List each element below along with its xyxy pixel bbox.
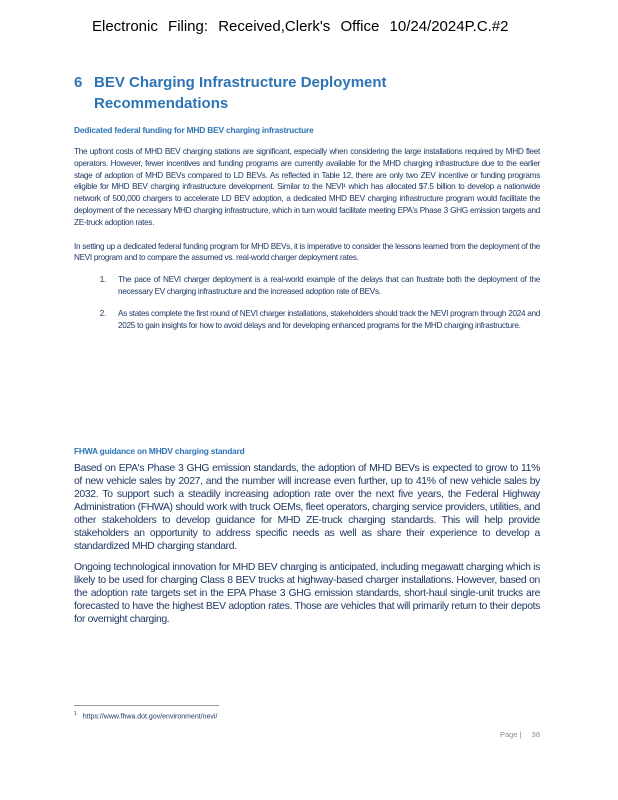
footnote-marker: 1: [74, 711, 77, 717]
paragraph-upfront-costs: The upfront costs of MHD BEV charging stations are significant, especially when considering the large installations required by MHD fleet operators. However, fewer incentives and funding programs are currently available for the MHD charging infrastructure due to the earlier stage of adoption of MHD BEVs compared to LD BEVs. As reflected in Table 12, there are only two ZEV incentive or funding programs eligible for MHD BEV charging infrastructure development. Similar to the NEVI¹ which has allocated $7.5 billion to develop a nationwide network of 500,000 chargers to accelerate LD BEV adoption, a dedicated MHD BEV charging infrastructure program would facilitate the deployment of the necessary MHD charging infrastructure, which in turn would facilitate meeting EPA's Phase 3 GHG emission targets and ZE-truck adoption rates.: [74, 147, 540, 227]
section-title: [74, 72, 387, 114]
recommendations-list: [74, 274, 540, 331]
page-footer: [500, 730, 540, 739]
paragraph-lessons-learned: In setting up a dedicated federal funding program for MHD BEVs, it is imperative to consider the lessons learned from the deployment of the NEVI program and to compare the assumed vs. real-world charger deployment rates.: [74, 241, 540, 263]
section-title-line1: BEV Charging Infrastructure Deployment: [94, 74, 387, 91]
list-item: 2. As states complete the first round of NEVI charger installations, stakeholders should track the NEVI program through 2024 and 2025 to gain insights for how to avoid delays and for developing enhanced programs for the MHD charging infrastructure.: [108, 308, 540, 332]
footnote: [74, 711, 217, 720]
page-number: 38: [531, 730, 540, 739]
section-number: 6: [74, 74, 83, 91]
filing-stamp: Electronic Filing: Received,Clerk's Office 10/24/2024P.C.#2: [92, 18, 509, 35]
page-label: Page |: [500, 730, 522, 739]
subheading-fhwa-guidance: FHWA guidance on MHDV charging standard: [74, 446, 245, 456]
subheading-federal-funding: Dedicated federal funding for MHD BEV charging infrastructure: [74, 125, 314, 135]
paragraph-epa-phase3: Based on EPA's Phase 3 GHG emission standards, the adoption of MHD BEVs is expected to grow to 11% of new vehicle sales by 2027, and the number will increase even further, up to 41% of new vehicle sales by 2032. To support such a steadily increasing adoption rate over the next five years, the Federal Highway Administration (FHWA) should work with truck OEMs, fleet operators, charging service providers, utilities, and other stakeholders to develop guidance for MHD ZE-truck charging standards. This will help provide stakeholders an opportunity to address specific needs as well as share their experience to develop a standardized MHD charging standard.: [74, 463, 540, 552]
list-item: 1. The pace of NEVI charger deployment is a real-world example of the delays that can frustrate both the deployment of the necessary EV charging infrastructure and the increased adoption rate of BEVs.: [108, 274, 540, 298]
federal-funding-section: [74, 125, 540, 341]
fhwa-guidance-section: [74, 446, 540, 626]
footnote-link[interactable]: https://www.fhwa.dot.gov/environment/nevi/: [82, 713, 218, 721]
footnote-divider: [74, 705, 219, 706]
paragraph-technological-innovation: Ongoing technological innovation for MHD BEV charging is anticipated, including megawatt charging which is likely to be used for charging Class 8 BEV trucks at highway-based charger installations. However, based on the adoption rate targets set in the EPA Phase 3 GHG emission standards, short-haul single-unit trucks are forecasted to have the highest BEV adoption rates. Those are vehicles that will primarily return to their depots for overnight charging.: [74, 562, 540, 625]
section-title-line2: Recommendations: [94, 95, 229, 112]
